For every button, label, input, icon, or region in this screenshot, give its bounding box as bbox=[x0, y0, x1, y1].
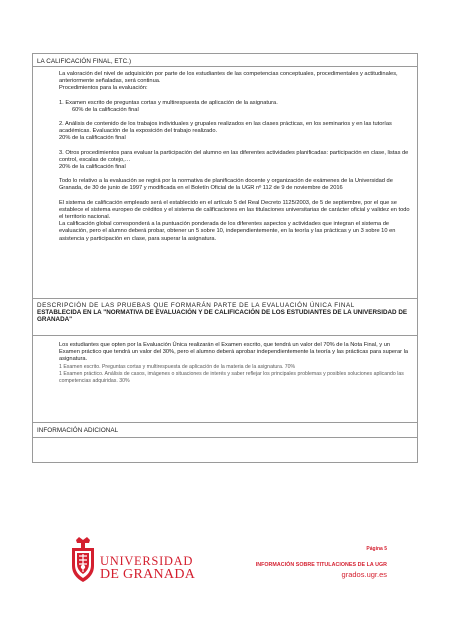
list-item-weight: 20% de la calificación final bbox=[59, 135, 126, 142]
section-title: DESCRIPCIÓN DE LAS PRUEBAS QUE FORMARÁN PARTE DE LA EVALUACIÓN ÚNICA FINAL bbox=[37, 302, 355, 309]
list-item-weight: 20% de la calificación final bbox=[59, 164, 126, 171]
website-link[interactable]: grados.ugr.es bbox=[341, 570, 387, 579]
paragraph: La valoración del nivel de adquisición por parte de los estudiantes de las competencias conceptuales, procedimentales y actitudinales, anteriormente señaladas, será continua. bbox=[59, 71, 398, 85]
list-item: 1 Examen práctico. Análisis de casos, imágenes o situaciones de interés y saber reflejar los principales problemas y posibles soluciones aplicando las competencias adquiridas. 30% bbox=[59, 370, 404, 385]
paragraph: La calificación global corresponderá a la puntuación ponderada de los diferentes aspectos y actividades que integran el sistema de evaluación, pero el alumno deberá probar, obtener un 5 sobre 10, independientemente, en la teoría y las prácticas y un 3 sobre 10 en asistencia y participación en clase, para superar la asignatura. bbox=[59, 221, 396, 242]
section-header-calificacion bbox=[32, 53, 418, 67]
paragraph: El sistema de calificación empleado será el establecido en el artículo 5 del Real Decreto 1125/2003, de 5 de septiembre, por el que se establece el sistema europeo de créditos y el sistema de calificaciones en las titulaciones universitarias de carácter oficial y validez en todo el territorio nacional. bbox=[59, 199, 410, 221]
list-item: 1 Examen escrito. Preguntas cortas y multirespuesta de aplicación de la materia de la asignatura. 70% bbox=[59, 363, 296, 370]
footer-info bbox=[256, 546, 387, 579]
page-number: Página 5 bbox=[366, 546, 387, 552]
paragraph: Procedimientos para la evaluación: bbox=[59, 85, 148, 92]
section-body-evaluacion-unica bbox=[32, 336, 418, 423]
section-title: INFORMACIÓN ADICIONAL bbox=[37, 427, 119, 434]
university-logo bbox=[70, 536, 196, 592]
info-label: INFORMACIÓN SOBRE TITULACIONES DE LA UGR bbox=[255, 562, 387, 568]
paragraph: Todo lo relativo a la evaluación se regirá por la normativa de planificación docente y organización de exámenes de la Universidad de Granada, de 30 de junio de 1997 y modificada en el Boletín Oficial de la UGR nº 112 de 9 de noviembre de 2016 bbox=[59, 178, 393, 192]
evaluation-tables bbox=[32, 53, 418, 473]
university-name-line1: UNIVERSIDAD bbox=[100, 554, 194, 568]
section-title: LA CALIFICACIÓN FINAL, ETC.) bbox=[37, 58, 132, 65]
section-body-informacion bbox=[32, 438, 418, 463]
section-header-evaluacion-unica bbox=[32, 299, 418, 336]
list-item: 1. Examen escrito de preguntas cortas y multirespuesta de aplicación de la asignatura. bbox=[59, 99, 278, 106]
university-name-line2: DE GRANADA bbox=[100, 567, 196, 582]
university-name bbox=[100, 554, 195, 582]
paragraph: Los estudiantes que opten por la Evaluación Única realizarán el Examen escrito, que tendrá un valor del 70% de la Nota Final, y un Examen práctico que tendrá un valor del 30%, pero el alumno deberá aprobar independientemente la teoría y las prácticas para superar la asignatura. bbox=[59, 342, 409, 363]
section-body-calificacion bbox=[32, 67, 418, 299]
list-item: 2. Análisis de contenido de los trabajos individuales y grupales realizados en las clases prácticas, en los seminarios y en las tutorías académicas. Evaluación de la exposición del trabajo realizado. bbox=[59, 121, 392, 135]
university-crest-icon bbox=[70, 536, 96, 584]
section-subtitle: ESTABLECIDA EN LA "NORMATIVA DE EVALUACIÓN Y DE CALIFICACIÓN DE LOS ESTUDIANTES DE LA UNIVERSIDAD DE GRANADA" bbox=[37, 309, 408, 323]
section-header-informacion bbox=[32, 423, 418, 438]
list-item: 3. Otros procedimientos para evaluar la participación del alumno en las diferentes actividades planificadas: participación en clase, listas de control, escalas de cotejo,… bbox=[59, 149, 409, 163]
list-item-weight: 60% de la calificación final bbox=[72, 106, 139, 113]
